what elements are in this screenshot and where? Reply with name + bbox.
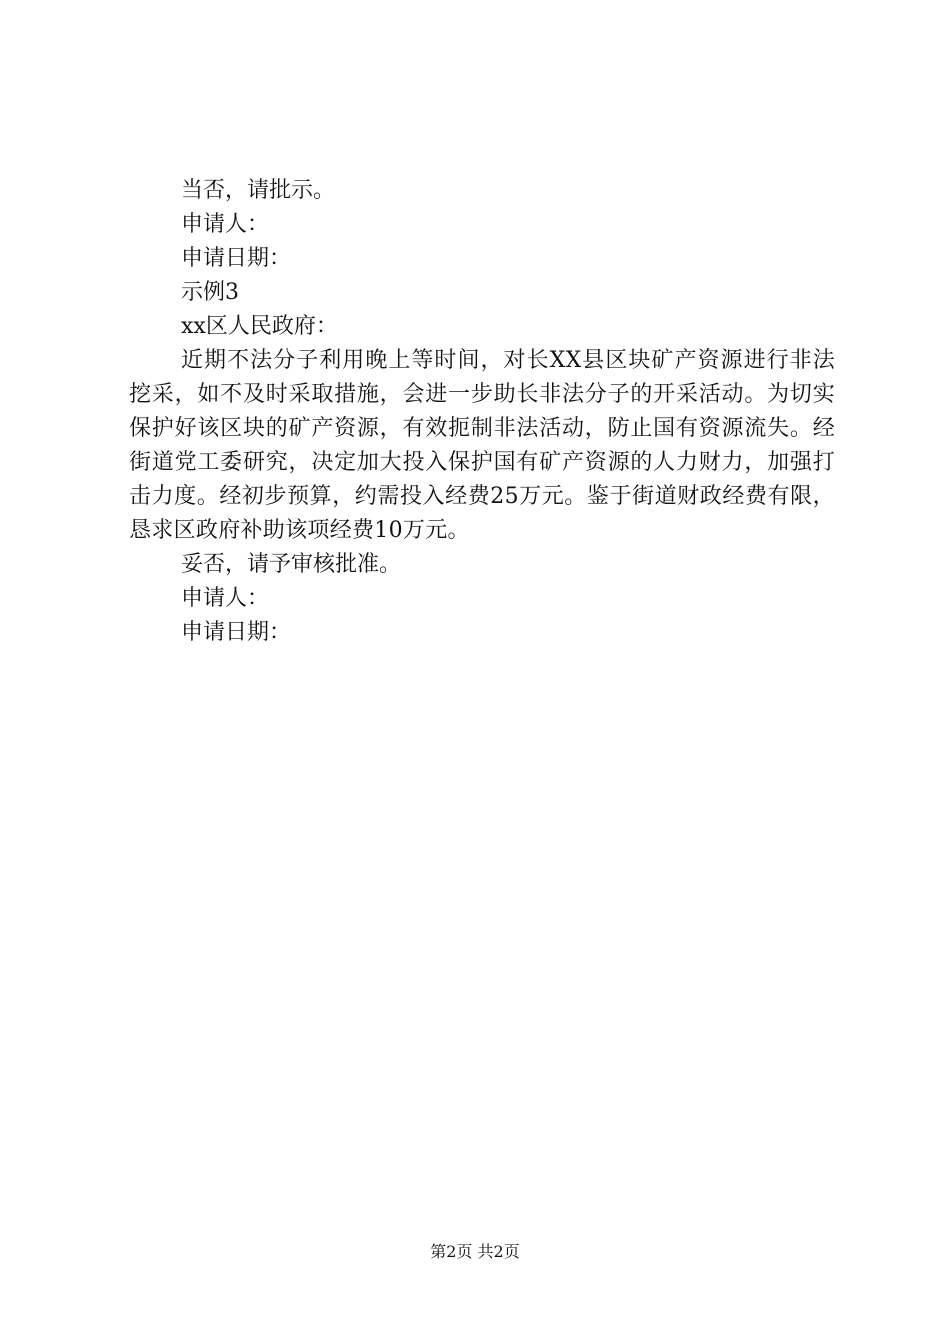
body-paragraph: 近期不法分子利用晚上等时间，对长XX县区块矿产资源进行非法挖采，如不及时采取措施，会进一步助长非法分子的开采活动。为切实保护好该区块的矿产资源，有效扼制非法活动，防止国有资源流失。经街道党工委研究，决定加大投入保护国有矿产资源的人力财力，加强打击力度。经初步预算，约需投入经费25万元。鉴于街道财政经费有限，恳求区政府补助该项经费10万元。 [129,348,835,543]
page-footer: 第2页 共2页 [430,1242,520,1261]
applicant-label-2: 申请人： [181,586,270,611]
addressee-line: xx区人民政府： [181,314,338,339]
applicant-label: 申请人： [181,212,270,237]
closing-request-line: 妥否，请予审核批准。 [181,552,402,577]
document-body [129,174,835,650]
application-date-label-2: 申请日期： [181,620,292,645]
application-date-label: 申请日期： [181,246,292,271]
closing-line: 当否，请批示。 [181,178,336,203]
example-heading: 示例3 [181,280,239,305]
